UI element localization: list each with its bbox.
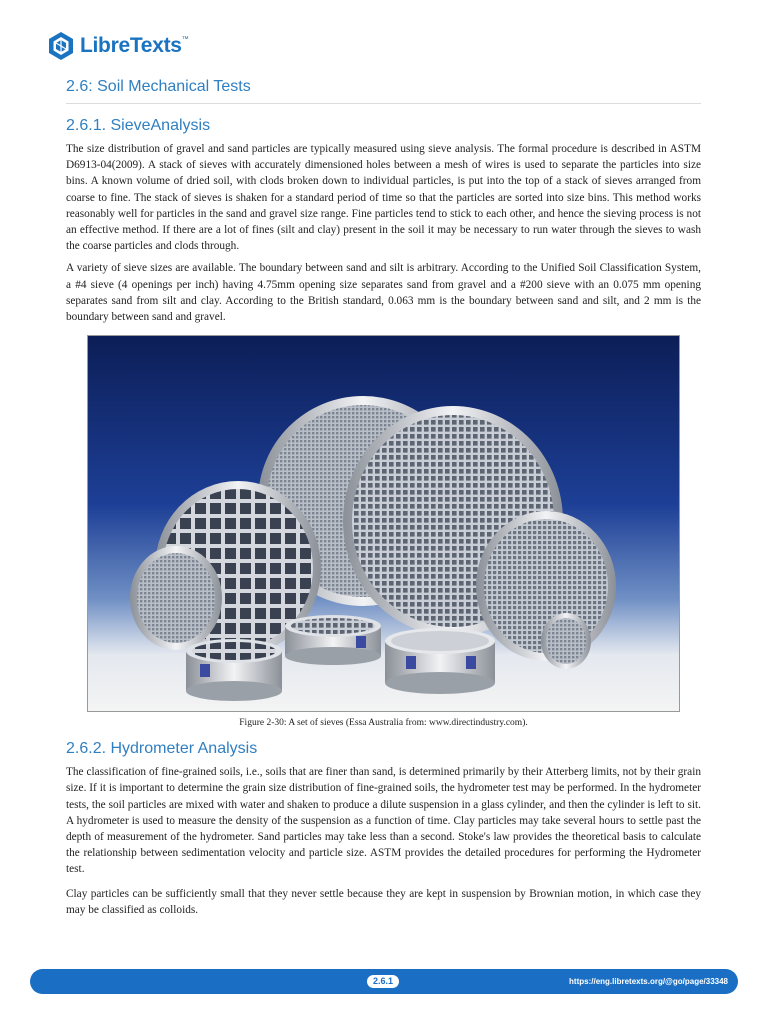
page-footer [30, 969, 738, 994]
hydrometer-paragraph-1: The classification of fine-grained soils, i.e., soils that are finer than sand, is determined primarily by their Atterberg limits, not by their grain size. If it is important to determine the grain size distribution of fine-grained soils, the hydrometer test may be performed. In the hydrometer tests, the soil particles are mixed with water and shaken to produce a dilute suspension in a glass cylinder, and then the cylinder is left to sit. A hydrometer is used to measure the density of the suspension as a function of time. Clay particles may take several hours to settle past the depth of measurement of the hydrometer. Sand particles may take less than a second. Stoke's law provides the theoretical basis to calculate the relationship between sedimentation velocity and particle size. ASTM provides the detailed procedures for performing the Hydrometer test. [66, 766, 701, 876]
sieve-figure [66, 335, 701, 728]
figure-caption: Figure 2-30: A set of sieves (Essa Australia from: www.directindustry.com). [239, 718, 528, 729]
sieve-analysis-heading: 2.6.1. SieveAnalysis [66, 117, 211, 134]
page-permalink[interactable]: https://eng.libretexts.org/@go/page/33348 [569, 977, 728, 986]
trademark-symbol: ™ [181, 36, 189, 43]
sieve-set-photo [87, 335, 680, 712]
libretexts-logo-icon[interactable] [46, 31, 76, 61]
logo-wordmark[interactable]: LibreTexts [80, 34, 182, 57]
page-content [66, 76, 701, 924]
section-title: 2.6: Soil Mechanical Tests [66, 76, 701, 104]
hydrometer-paragraph-2: Clay particles can be sufficiently small that they never settle because they are kept in suspension by Brownian motion, in which case they may be classified as colloids. [66, 887, 701, 916]
site-header [46, 26, 189, 66]
sieve-paragraph-1: The size distribution of gravel and sand particles are typically measured using sieve analysis. The formal procedure is described in ASTM D6913-04(2009). A stack of sieves with accurately dimensioned holes between a mesh of wires is used to separate the particles into size bins. A known volume of dried soil, with clods broken down to individual particles, is put into the top of a stack of sieves arranged from coarse to fine. The stack of sieves is shaken for a standard period of time so that the particles are sorted into size bins. This method works reasonably well for particles in the sand and gravel size range. Fine particles tend to stick to each other, and hence the sieving process is not an effective method. If there are a lot of fines (silt and clay) present in the soil it may be necessary to run water through the sieves to wash the coarse particles and clods through. [66, 143, 701, 253]
page-number-badge: 2.6.1 [367, 975, 399, 988]
hydrometer-analysis-heading: 2.6.2. Hydrometer Analysis [66, 740, 258, 758]
sieve-paragraph-2: A variety of sieve sizes are available. The boundary between sand and silt is arbitrary. According to the Unified Soil Classification System, a #4 sieve (4 openings per inch) having 4.75mm opening size separates sand from gravel and a #200 sieve with an 0.075 mm opening separates sand from silt and clay. According to the British standard, 0.063 mm is the boundary between sand and silt, and 2 mm is the boundary between sand and gravel. [66, 262, 701, 324]
